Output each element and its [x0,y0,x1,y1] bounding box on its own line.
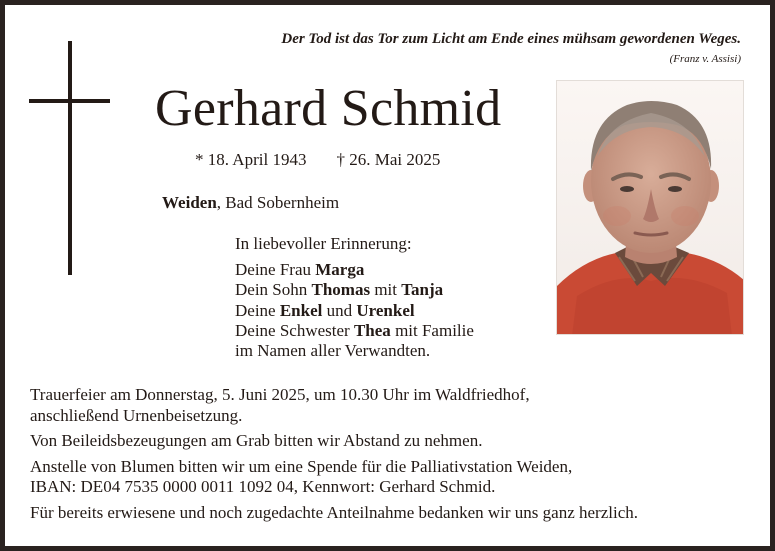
mourner-relation: und [322,300,357,320]
mourner-relation: mit [370,280,402,300]
birth-date: * 18. April 1943 [195,150,307,169]
life-dates [195,150,440,170]
quote-text: Der Tod ist das Tor zum Licht am Ende eines mühsam gewordenen Weges. [281,31,741,47]
mourner-relation: im Namen aller Verwandten. [235,341,431,361]
funeral-line-1: Trauerfeier am Donnerstag, 5. Juni 2025, um 10.30 Uhr im Waldfriedhof, [30,385,530,404]
portrait-image [557,81,744,335]
portrait-photo [556,80,744,335]
mourner-relation: Deine [235,300,280,320]
remembrance-heading: In liebevoller Erinnerung: [235,234,412,253]
ceremony-info [30,385,638,528]
mourner-name: Enkel [279,300,323,320]
mourner-relation: Deine Schwester [235,320,354,340]
mourner-name: Marga [315,260,365,279]
condolence-request: Von Beileidsbezeugungen am Grab bitten wir Abstand zu nehmen. [30,431,483,450]
quote-source: (Franz v. Assisi) [669,53,741,65]
funeral-line-2: anschließend Urnenbeisetzung. [30,405,243,425]
donation-line-2: IBAN: DE04 7535 0000 0011 1092 04, Kennwort: Gerhard Schmid. [30,477,496,496]
residence-main: Weiden [162,193,217,212]
mourner-name: Tanja [401,280,444,300]
deceased-name: Gerhard Schmid [155,80,502,137]
mourner-line [235,280,474,300]
funeral-details [30,385,638,426]
donation-request [30,457,638,498]
residence [162,193,339,213]
mourner-relation: Deine Frau [235,260,316,279]
mourner-name: Thea [353,320,391,340]
thanks-note: Für bereits erwiesene und noch zugedachte Anteilnahme bedanken wir uns ganz herzlich. [30,502,638,522]
mourner-line [235,341,474,361]
mourner-relation: Dein Sohn [235,280,312,300]
cross-vertical-bar [68,41,72,275]
mourner-line [235,301,474,321]
donation-line-1: Anstelle von Blumen bitten wir um eine Spende für die Palliativstation Weiden, [30,456,573,476]
residence-rest: , Bad Sobernheim [216,193,340,212]
mourner-relation: mit Familie [390,320,474,340]
mourner-line [235,260,474,280]
cross-horizontal-bar [29,99,110,103]
death-date: † 26. Mai 2025 [336,150,441,169]
mourner-name: Thomas [311,280,371,300]
mourner-name: Urenkel [356,300,415,320]
mourners-list [235,260,474,361]
mourner-line [235,321,474,341]
